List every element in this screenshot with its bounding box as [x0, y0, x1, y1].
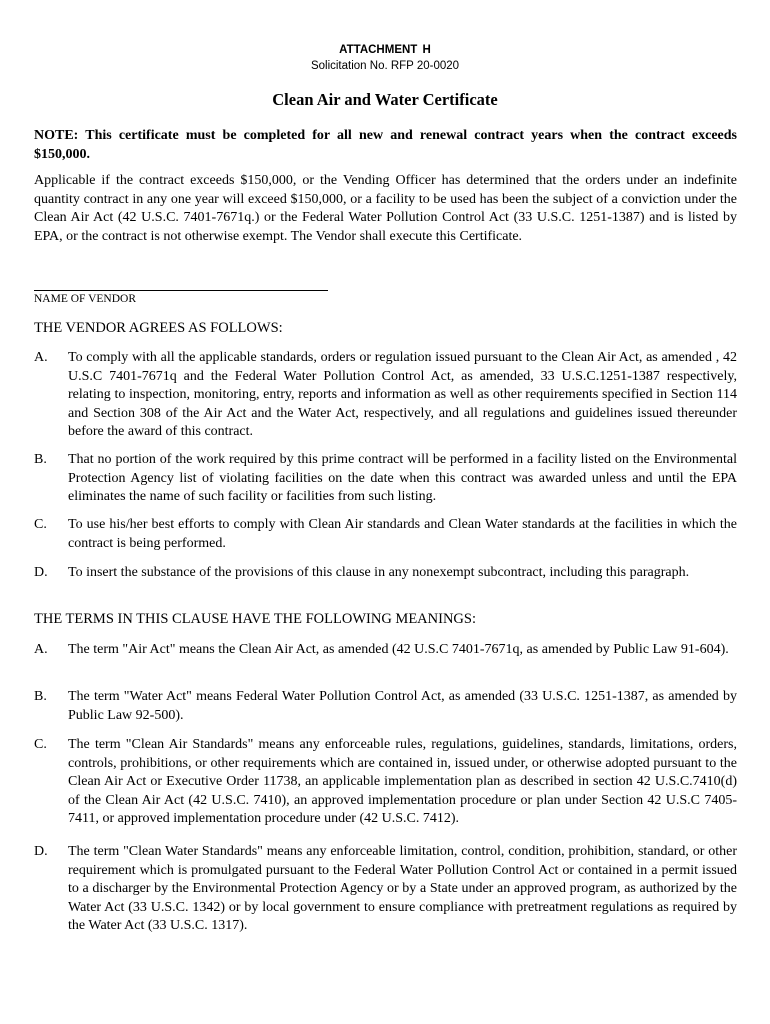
agrees-heading: THE VENDOR AGREES AS FOLLOWS: — [34, 320, 283, 336]
item-letter: B. — [34, 689, 47, 704]
item-text: To comply with all the applicable standards, orders or regulation issued pursuant to the Clean Air Act, as amended , 42 U.S.C 7401-7671q and the Federal Water Pollution Control Act, as amended, 33 U.S.C.1251-1387 respectively, relating to inspection, monitoring, entry, reports and information as well as other requirements specified in Section 114 and Section 308 of the Air Act and the Water Act, respectively, and all regulations and guidelines issued thereunder before the award of this contract. — [68, 350, 737, 439]
intro-paragraph: Applicable if the contract exceeds $150,000, or the Vending Officer has determined that the orders under an indefinite quantity contract in any one year will exceed $150,000, or a facility to be used has been the subject of a conviction under the Clean Air Act (42 U.S.C. 7401-7671q.) or the Federal Water Pollution Control Act (33 U.S.C. 1251-1387) and is listed by EPA, or the contract is not otherwise exempt. The Vendor shall execute this Certificate. — [34, 173, 737, 244]
item-text: That no portion of the work required by this prime contract will be performed in a facility listed on the Environmental Protection Agency list of violating facilities on the date when this contract was awarded unless and until the EPA eliminates the name of such facility or facilities from such listing. — [68, 452, 737, 504]
vendor-name-label: NAME OF VENDOR — [34, 293, 137, 305]
item-text: To insert the substance of the provisions of this clause in any nonexempt subcontract, including this paragraph. — [68, 565, 690, 580]
attachment-label: ATTACHMENT H — [339, 44, 431, 56]
item-letter: D. — [34, 844, 48, 859]
item-letter: A. — [34, 350, 48, 365]
item-letter: C. — [34, 517, 47, 532]
item-letter: A. — [34, 642, 48, 657]
item-text: The term "Clean Air Standards" means any enforceable rules, regulations, guidelines, standards, limitations, orders, controls, prohibitions, or other requirements which are contained in, issued under, or otherwise adopted pursuant to the Clean Air Act or Executive Order 11738, an applicable implementation plan as described in section 42 U.S.C.7410(d) of the Clean Air Act (42 U.S.C. 7410), an approved implementation procedure or plan under Section 42 U.S.C 7405-7411, or approved implementation procedure under (42 U.S.C. 7412). — [68, 737, 737, 826]
page-title: Clean Air and Water Certificate — [272, 90, 498, 109]
vendor-name-signature-line[interactable] — [34, 290, 328, 291]
item-text: The term "Water Act" means Federal Water Pollution Control Act, as amended (33 U.S.C. 1251-1387, as amended by Public Law 92-500). — [68, 689, 737, 723]
solicitation-number: Solicitation No. RFP 20-0020 — [310, 60, 460, 72]
item-letter: B. — [34, 452, 47, 467]
note-paragraph: NOTE: This certificate must be completed for all new and renewal contract years when the contract exceeds $150,000. — [34, 128, 737, 162]
terms-heading: THE TERMS IN THIS CLAUSE HAVE THE FOLLOWING MEANINGS: — [34, 611, 476, 627]
item-letter: D. — [34, 565, 48, 580]
item-text: To use his/her best efforts to comply with Clean Air standards and Clean Water standards at the facilities in which the contract is being performed. — [68, 517, 737, 551]
item-text: The term "Clean Water Standards" means any enforceable limitation, control, condition, prohibition, standard, or other requirement which is promulgated pursuant to the Federal Water Pollution Control Act or contained in a permit issued to a discharger by the Environmental Protection Agency or by a State under an approved program, as authorized by the Water Act (33 U.S.C. 1342) or by local government to ensure compliance with pretreatment regulations as required by the Water Act (33 U.S.C. 1317). — [68, 844, 737, 933]
item-text: The term "Air Act" means the Clean Air Act, as amended (42 U.S.C 7401-7671q, as amended by Public Law 91-604). — [68, 642, 729, 657]
item-letter: C. — [34, 737, 47, 752]
